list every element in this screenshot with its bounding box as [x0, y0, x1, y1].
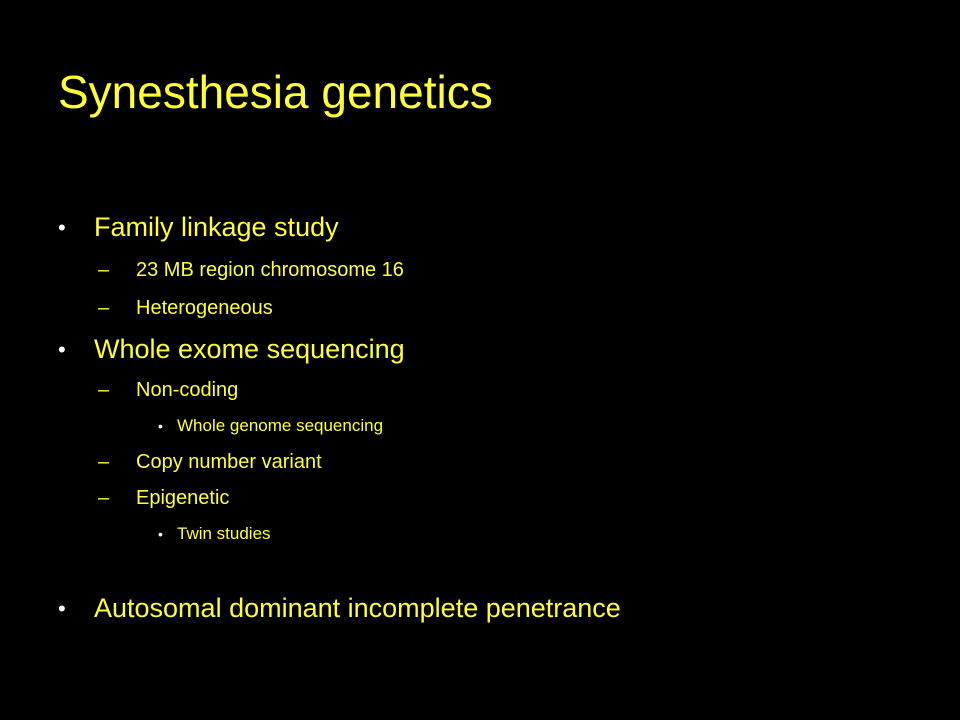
subbullet-text: 23 MB region chromosome 16: [136, 259, 404, 281]
bullet-item-family-linkage-study: [58, 212, 339, 243]
slide-title: Synesthesia genetics: [58, 66, 493, 118]
subbullet-item-copy-number-variant: [98, 451, 322, 474]
subbullet-item-epigenetic: [98, 487, 229, 510]
bullet-item-autosomal-dominant: [58, 593, 621, 624]
bullet-text: Family linkage study: [94, 212, 339, 242]
dash-marker: –: [98, 297, 110, 319]
bullet-item-whole-exome-sequencing: [58, 334, 405, 365]
subbullet-text: Heterogeneous: [136, 297, 273, 319]
bullet-marker: •: [58, 214, 66, 240]
bullet-marker: •: [158, 418, 163, 434]
bullet-marker: •: [158, 526, 163, 542]
dash-marker: –: [98, 487, 110, 509]
subbullet-text: Copy number variant: [136, 451, 322, 473]
dash-marker: –: [98, 259, 110, 281]
subbullet-text: Non-coding: [136, 379, 239, 401]
dash-marker: –: [98, 451, 110, 473]
subsubbullet-item-whole-genome-sequencing: [158, 416, 383, 436]
subbullet-text: Epigenetic: [136, 487, 230, 509]
bullet-text: Autosomal dominant incomplete penetrance: [94, 593, 621, 623]
subbullet-item-chromosome-region: [98, 259, 404, 282]
subsubbullet-item-twin-studies: [158, 524, 271, 544]
subsubbullet-text: Twin studies: [177, 524, 271, 543]
dash-marker: –: [98, 379, 110, 401]
bullet-text: Whole exome sequencing: [94, 334, 405, 364]
subsubbullet-text: Whole genome sequencing: [177, 416, 384, 435]
subbullet-item-non-coding: [98, 379, 238, 402]
subbullet-item-heterogeneous: [98, 297, 273, 320]
bullet-marker: •: [58, 336, 66, 362]
bullet-marker: •: [58, 595, 66, 621]
